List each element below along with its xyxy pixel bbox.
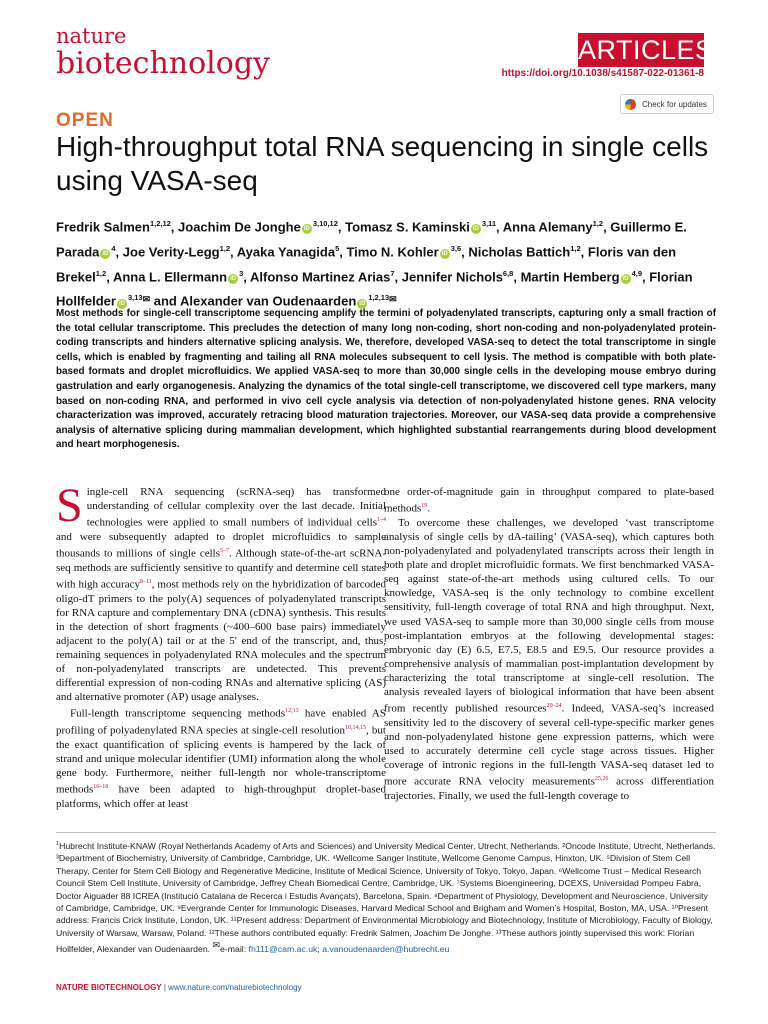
envelope-icon: ✉ [212, 940, 221, 951]
orcid-icon[interactable]: iD [102, 251, 109, 258]
check-updates-label: Check for updates [642, 99, 707, 109]
author: Fredrik Salmen [56, 219, 150, 235]
email-link-hollfelder[interactable]: fh111@cam.ac.uk [248, 944, 318, 955]
section-banner: ARTICLES [578, 35, 714, 65]
author-affiliation: 7 [390, 268, 395, 278]
footer-url[interactable]: www.nature.com/naturebiotechnology [168, 983, 302, 992]
paragraph-fulllength: Full-length transcriptome sequencing methods$^{12,13}$ have enabled AS profiling of polyadenylated RNA species at single-cell resolution$^{10,14,15}$, but the exact quantification of splicing events is hampered by the lack of strand and unique molecular identifier (UMI) information along the whole gene body. Furthermore, neither full-length nor whole-transcriptome methods$^{16-18}$ have been adapted to high-throughput droplet-based platforms, which offer at least [56, 708, 386, 810]
author-affiliation: 3 [239, 268, 244, 278]
citation[interactable]: 16–18 [93, 784, 109, 791]
doi-link[interactable]: https://doi.org/10.1038/s41587-022-01361-8 [501, 68, 704, 79]
logo-nature: nature [56, 24, 127, 48]
citation[interactable]: 19 [421, 503, 428, 510]
citation[interactable]: 1–4 [377, 517, 386, 524]
author: Anna L. Ellermann [112, 268, 228, 284]
author: Joachim De Jonghe [178, 219, 301, 235]
article-title: High-throughput total RNA sequencing in single cells using VASA-seq [56, 131, 709, 196]
envelope-icon[interactable]: ✉ [142, 293, 151, 304]
page-footer: NATURE BIOTECHNOLOGY | www.nature.com/naturebiotechnology [56, 983, 302, 992]
citation[interactable]: 5–7 [220, 548, 230, 555]
affiliations-divider [56, 832, 716, 833]
logo-biotechnology: biotechnology [56, 46, 270, 81]
paragraph-vasaseq: To overcome these challenges, we developed ‘vast transcriptome analysis of single cells by dA-tailing’ (VASA-seq), which captures both non-polyadenylated and polyadenylated transcripts across their length in both plate and droplet microfluidic formats. We first benchmarked VASA-seq against state-of-the-art methods using cultured cells. To our knowledge, VASA-seq is the only technology to combine excellent sensitivity, full-length coverage of total RNA and high throughput. Next, we used VASA-seq to sample more than 30,000 single cells from mouse post-implantation embryos at the following developmental stages: embryonic day (E) 6.5, E7.5, E8.5 and E9.5. Our resource provides a comprehensive analysis of mammalian post-implantation development by characterizing the total transcriptome at single-cell resolution. The analysis revealed layers of biological information that have been absent from recently published resources$^{20-24}$. Indeed, VASA-seq’s increased sensitivity led to the discovery of several cell-type-specific marker genes and non-polyadenylated histone gene expression patterns, which were used to accurately determine cell cycle stage across tissues. Higher coverage of intronic regions in the full-length VASA-seq dataset led to more accurate RNA velocity measurements$^{25,26}$ across differentiation trajectories. Finally, we used the full-length coverage to [384, 516, 714, 802]
orcid-icon[interactable]: iD [472, 226, 479, 233]
author-affiliation: 3,10,12 [312, 219, 338, 228]
author: Jennifer Nichols [401, 268, 503, 284]
email-link-vanoudenaarden[interactable]: a.vanoudenaarden@hubrecht.eu [322, 944, 450, 955]
orcid-icon[interactable]: iD [118, 300, 125, 307]
citation[interactable]: 8–11 [139, 578, 152, 585]
paragraph-continued: one order-of-magnitude gain in throughput compared to plate-based methods$^{19}$. [384, 486, 714, 515]
check-for-updates-button[interactable] [620, 94, 714, 114]
author-affiliation: 4,9 [631, 268, 642, 278]
author: Nicholas Battich [468, 244, 571, 260]
body-column-right [384, 485, 714, 803]
author: Guillermo E. Parada [56, 219, 687, 260]
paragraph-intro: Single-cell RNA sequencing (scRNA-seq) has transformed understanding of cellular complexity over the last decade. Initial technologies were applied to small numbers of individual cells$^{1-4}$ and were subsequently adapted to droplet microfluidics to sample thousands to millions of single cells$^{5-7}$. Although state-of-the-art scRNA-seq methods are sufficiently sensitive to quantify and determine cell states with high accuracy$^{8-11}$, most methods rely on the hybridization of barcoded oligo-dT primers to the poly(A) sequences of polyadenylated transcripts for RNA capture and complementary DNA (cDNA) synthesis. This results in the detection of short fragments (~400–600 base pairs) immediately adjacent to the poly(A) tail or at the 5′ end of the transcript, and, thus, remaining sequences in polyadenylated RNA molecules and the spectrum of non-polyadenylated transcripts are undetected. This prevents differential expression of non-coding RNAs and alternative splicing (AS) and alternative promoter (AP) usage analyses. [56, 479, 386, 704]
author: Ayaka Yanagida [236, 244, 336, 260]
author: Martin Hemberg [520, 268, 620, 284]
orcid-icon[interactable]: iD [359, 300, 366, 307]
author-affiliation: 5 [335, 243, 340, 253]
author: Timo N. Kohler [346, 244, 439, 260]
author: Tomasz S. Kaminski [345, 219, 470, 235]
author-affiliation: 1,2 [570, 243, 581, 253]
author: Alexander van Oudenaarden [180, 293, 357, 309]
envelope-icon[interactable]: ✉ [389, 293, 397, 304]
journal-logo [56, 24, 270, 86]
citation[interactable]: 12,13 [285, 708, 299, 715]
drop-cap: S [56, 479, 83, 532]
footer-journal: NATURE BIOTECHNOLOGY [56, 983, 162, 992]
author-affiliation: 1,2 [95, 268, 107, 278]
body-column-left [56, 479, 386, 811]
author-list: Fredrik Salmen$^{1,2,12}$, Joachim De Jonghe iD$^{3,10,12}$, Tomasz S. Kaminski iD$^{3,11}$, Anna Alemany$^{1,2}$, Guillermo E. Parada $iD^4$, Joe Verity-Legg$^{1,2}$, Ayaka Yanagida$^5$, Timo N. Kohler iD$^{3,6}$, Nicholas Battich$^{1,2}$, Floris van den Brekel$^{1,2}$, Anna L. Ellermann $iD^3$, Alfonso Martinez Arias$^7$, Jennifer Nichols$^{6,8}$, Martin Hemberg iD$^{4,9}$, Florian Hollfelder iD$^{3,13}$✉ and Alexander van Oudenaarden iD$^{1,2,13}$✉ [56, 219, 693, 309]
author: Florian Hollfelder [56, 268, 693, 309]
author-affiliation: 3,6 [450, 243, 462, 253]
orcid-icon[interactable]: iD [230, 275, 237, 282]
citation[interactable]: 10,14,15 [345, 725, 367, 732]
open-access-label: OPEN [56, 110, 114, 131]
author-affiliation: 1,2 [592, 219, 604, 228]
author-affiliation: 6,8 [502, 268, 514, 278]
abstract: Most methods for single-cell transcriptome sequencing amplify the termini of polyadenylated transcripts, capturing only a small fraction of the total cellular transcriptome. This precludes the detection of many long non-coding, short non-coding and non-polyadenylated protein-coding transcripts and hinders alternative splicing analysis. We, therefore, developed VASA-seq to detect the total transcriptome in single cells, which is enabled by fragmenting and tailing all RNA molecules subsequent to cell lysis. The method is compatible with both plate-based formats and droplet microfluidics. We applied VASA-seq to more than 30,000 single cells in the developing mouse embryo during gastrulation and early organogenesis. Analyzing the dynamics of the total single-cell transcriptome, we discovered cell type markers, many based on non-coding RNA, and performed in vivo cell cycle analysis via detection of non-polyadenylated histone genes. RNA velocity characterization was improved, accurately retracing blood maturation trajectories. Moreover, our VASA-seq data provide a comprehensive analysis of alternative splicing during mammalian development, which highlighted substantial rearrangements during blood development and heart morphogenesis. [56, 308, 716, 451]
author: Joe Verity-Legg [122, 244, 220, 260]
author-affiliation: 1,2 [219, 243, 231, 253]
author-affiliation: 3,11 [481, 219, 497, 228]
citation[interactable]: 25,26 [594, 776, 609, 783]
author: Anna Alemany [502, 219, 593, 235]
orcid-icon[interactable]: iD [441, 251, 448, 258]
crossmark-icon [625, 99, 636, 110]
affiliations: $^1$Hubrecht Institute-KNAW (Royal Netherlands Academy of Arts and Sciences) and University Medical Center, Utrecht, Netherlands. ²Oncode Institute, Utrecht, Netherlands. ³Department of Biochemistry, University of Cambridge, Cambridge, UK. ⁴Wellcome Sanger Institute, Wellcome Genome Campus, Hinxton, UK. ⁵Division of Stem Cell Therapy, Center for Stem Cell Biology and Regenerative Medicine, Institute of Medical Science, University of Tokyo, Tokyo, Japan. ⁶Wellcome Trust – Medical Research Council Stem Cell Institute, University of Cambridge, Jeffrey Cheah Biomedical Centre, Cambridge, UK. ⁷Systems Bioengineering, DCEXS, Universidad Pompeu Fabra, Doctor Aiguader 88 ICREA (Institució Catalana de Recerca i Estudis Avançats), Barcelona, Spain. ⁸Department of Physiology, Development and Neuroscience, University of Cambridge, Cambridge, UK. ⁹Evergrande Center for Immunologic Diseases, Harvard Medical School and Brigham and Women’s Hospital, Boston, MA, USA. ¹⁰Present address: Francis Crick Institute, London, UK. ¹¹Present address: Department of Environmental Microbiology and Biotechnology, Institute of Microbiology, Faculty of Biology, University of Warsaw, Warsaw, Poland. ¹²These authors contributed equally: Fredrik Salmen, Joachim De Jonghe. ¹³These authors jointly supervised this work: Florian Hollfelder, Alexander van Oudenaarden. ✉e-mail: fh111@cam.ac.uk; a.vanoudenaarden@hubrecht.eu [56, 840, 716, 955]
citation[interactable]: 20–24 [546, 703, 562, 710]
author-affiliation: 4 [111, 243, 116, 253]
author-affiliation: 1,2,12 [149, 219, 171, 228]
author: Alfonso Martinez Arias [250, 268, 391, 284]
author: Floris van den Brekel [56, 244, 677, 284]
orcid-icon[interactable]: iD [622, 275, 629, 282]
author-affiliation: 1,2,13 [368, 293, 390, 303]
orcid-icon[interactable]: iD [303, 226, 310, 233]
author-affiliation: 3,13 [127, 293, 143, 303]
